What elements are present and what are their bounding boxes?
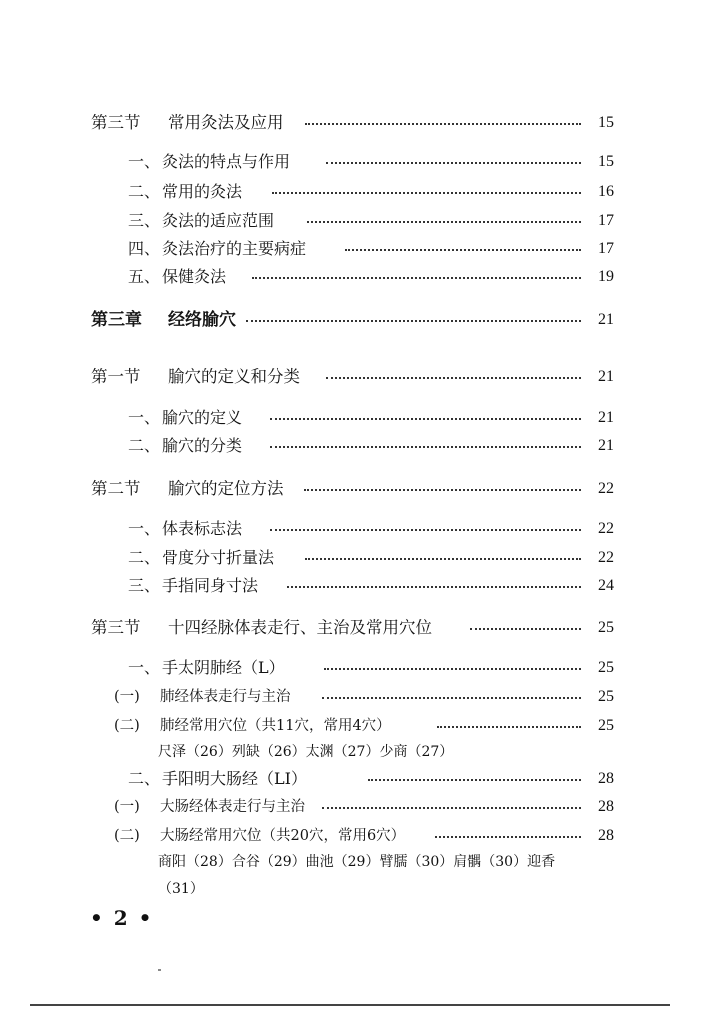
- page-number: 21: [598, 368, 614, 385]
- entry-title: 保健灸法: [162, 267, 227, 286]
- entry-number: 第三节: [91, 618, 141, 637]
- entry-number: 二、: [128, 182, 161, 201]
- leader-dots: [252, 277, 581, 279]
- entry-title: 体表标志法: [162, 519, 243, 538]
- page-number: 22: [598, 520, 614, 537]
- leader-dots: [307, 221, 581, 223]
- toc-entry-item: [0, 572, 711, 600]
- leader-dots: [437, 726, 581, 728]
- toc-entry-section: [0, 475, 711, 503]
- page-number: 22: [598, 480, 614, 497]
- toc-entry-subitem: [0, 822, 711, 850]
- entry-title: 腧穴的定义: [162, 408, 243, 427]
- page-number: 21: [598, 409, 614, 426]
- toc-entry-section: [0, 614, 711, 642]
- entry-number: 三、: [128, 211, 161, 230]
- entry-title: 肺经常用穴位（共11穴，常用4穴）: [160, 718, 391, 734]
- leader-dots: [326, 162, 581, 164]
- toc-entry-item: [0, 765, 711, 793]
- entry-title: 十四经脉体表走行、主治及常用穴位: [168, 618, 432, 637]
- entry-number: 一、: [128, 658, 161, 677]
- entry-number: (二): [114, 828, 140, 844]
- toc-entry-item: [0, 207, 711, 235]
- acupoint-list-continued: （31）: [158, 881, 204, 897]
- entry-title: 肺经体表走行与主治: [160, 689, 291, 705]
- page-number: 28: [598, 770, 614, 787]
- entry-number: 三、: [128, 576, 161, 595]
- entry-number: 第二节: [91, 479, 141, 498]
- page-number: 25: [598, 659, 614, 676]
- leader-dots: [270, 446, 581, 448]
- entry-title: 骨度分寸折量法: [162, 548, 275, 567]
- entry-title: 腧穴的定义和分类: [168, 367, 300, 386]
- page-number: 17: [598, 212, 614, 229]
- toc-entry-chapter: [0, 306, 711, 334]
- leader-dots: [287, 586, 581, 588]
- leader-dots: [470, 628, 581, 630]
- entry-number: (一): [114, 689, 140, 705]
- page-number: 25: [598, 717, 614, 734]
- leader-dots: [435, 836, 581, 838]
- leader-dots: [345, 249, 581, 251]
- entry-title: 大肠经体表走行与主治: [160, 799, 305, 815]
- entry-number: 一、: [128, 408, 161, 427]
- entry-number: 一、: [128, 152, 161, 171]
- entry-number: 第三章: [91, 310, 142, 330]
- toc-entry-item: [0, 515, 711, 543]
- page-number: 15: [598, 114, 614, 131]
- entry-title: 常用的灸法: [162, 182, 243, 201]
- entry-number: 五、: [128, 267, 161, 286]
- entry-number: 第一节: [91, 367, 141, 386]
- entry-title: 灸法的适应范围: [162, 211, 275, 230]
- toc-entry-subitem: [0, 712, 711, 740]
- leader-dots: [272, 192, 581, 194]
- toc-entry-item: [0, 432, 711, 460]
- toc-entry-item: [0, 235, 711, 263]
- leader-dots: [304, 489, 581, 491]
- entry-title: 灸法治疗的主要病症: [162, 239, 307, 258]
- entry-title: 腧穴的分类: [162, 436, 243, 455]
- acupoint-list: 商阳（28）合谷（29）曲池（29）臂臑（30）肩髃（30）迎香: [158, 854, 556, 870]
- page-number: 28: [598, 798, 614, 815]
- page-number: 16: [598, 183, 614, 200]
- toc-entry-item: [0, 263, 711, 291]
- toc-entry-item: [0, 148, 711, 176]
- page-number: 21: [598, 311, 614, 328]
- entry-number: (一): [114, 799, 140, 815]
- toc-entry-item: [0, 404, 711, 432]
- entry-title: 灸法的特点与作用: [162, 152, 291, 171]
- entry-number: 一、: [128, 519, 161, 538]
- page-number: 15: [598, 153, 614, 170]
- page-number: 25: [598, 619, 614, 636]
- entry-title: 手指同身寸法: [162, 576, 259, 595]
- page-number: 25: [598, 688, 614, 705]
- page-folio: • 2 •: [90, 906, 154, 930]
- leader-dots: [270, 529, 581, 531]
- toc-entry-item: [0, 654, 711, 682]
- entry-title: 腧穴的定位方法: [168, 479, 284, 498]
- leader-dots: [305, 558, 581, 560]
- entry-title: 大肠经常用穴位（共20穴，常用6穴）: [160, 828, 406, 844]
- page-number: 24: [598, 577, 614, 594]
- page-number: 28: [598, 827, 614, 844]
- scan-speck: [158, 969, 161, 971]
- entry-title: 手太阴肺经（L）: [162, 658, 285, 677]
- entry-number: 第三节: [91, 113, 141, 132]
- toc-entry-item: [0, 178, 711, 206]
- bottom-rule: [30, 1004, 670, 1006]
- toc-entry-item: [0, 544, 711, 572]
- toc-entry-section: [0, 363, 711, 391]
- leader-dots: [322, 807, 581, 809]
- entry-number: 二、: [128, 436, 161, 455]
- entry-title: 常用灸法及应用: [168, 113, 284, 132]
- entry-title: 经络腧穴: [168, 310, 236, 330]
- leader-dots: [270, 418, 581, 420]
- toc-entry-subitem: [0, 793, 711, 821]
- leader-dots: [324, 668, 581, 670]
- leader-dots: [326, 377, 581, 379]
- leader-dots: [322, 697, 581, 699]
- leader-dots: [368, 779, 581, 781]
- page-number: 17: [598, 240, 614, 257]
- page-number: 22: [598, 549, 614, 566]
- entry-number: 二、: [128, 769, 161, 788]
- entry-title: 手阳明大肠经（LI）: [162, 769, 307, 788]
- acupoint-list: 尺泽（26）列缺（26）太渊（27）少商（27）: [158, 744, 454, 760]
- entry-number: 四、: [128, 239, 161, 258]
- entry-number: (二): [114, 718, 140, 734]
- entry-number: 二、: [128, 548, 161, 567]
- toc-entry-section: [0, 109, 711, 137]
- page-number: 19: [598, 268, 614, 285]
- page-number: 21: [598, 437, 614, 454]
- leader-dots: [246, 320, 581, 322]
- leader-dots: [305, 123, 581, 125]
- toc-entry-subitem: [0, 683, 711, 711]
